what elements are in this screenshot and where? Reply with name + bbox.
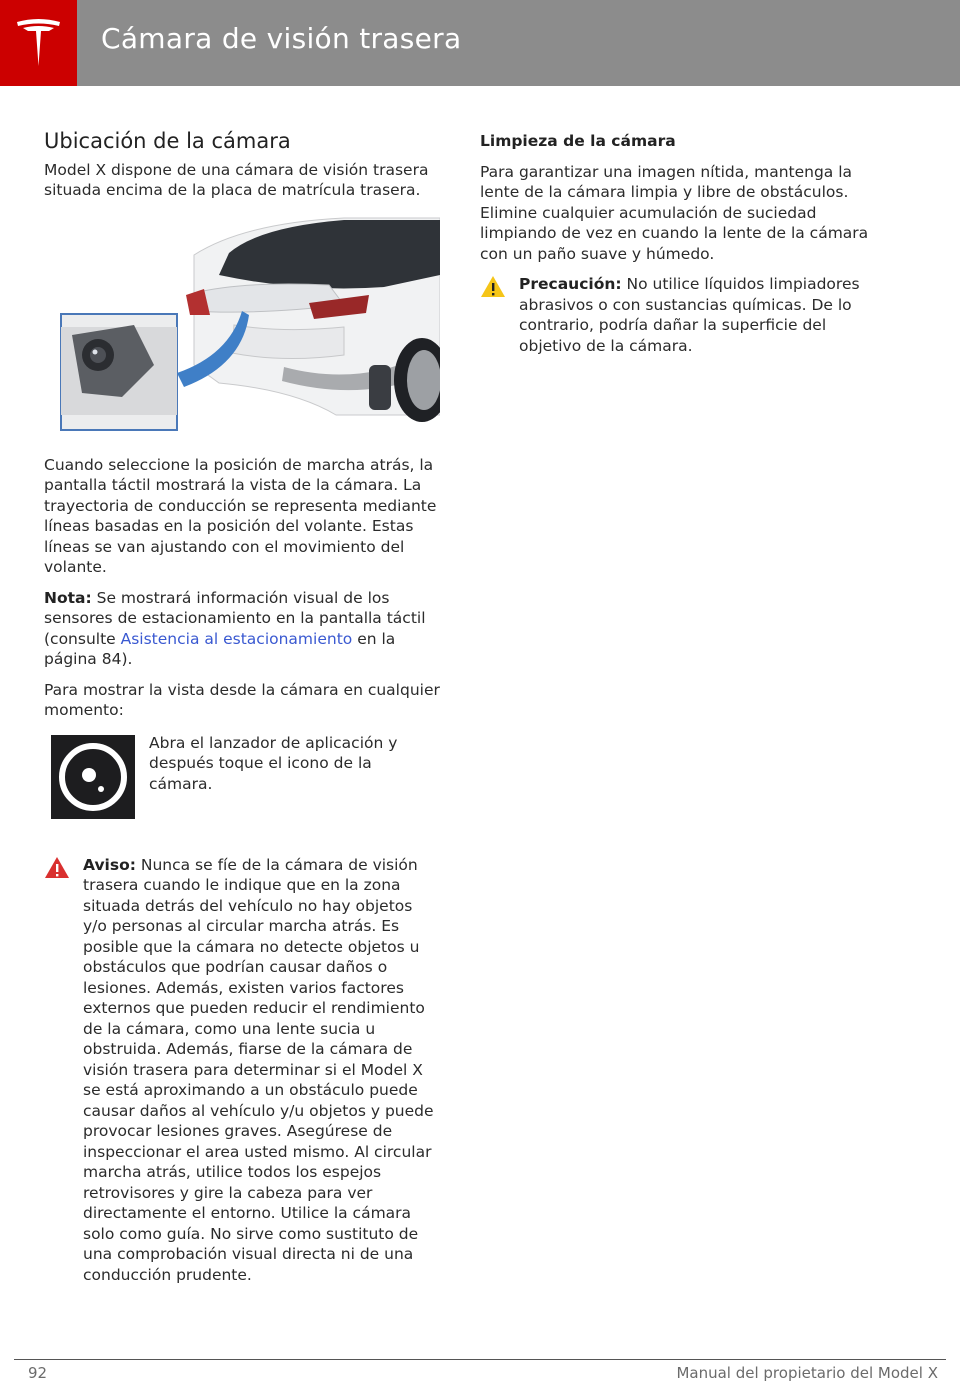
left-column: [44, 131, 440, 1285]
camera-app-icon: [51, 735, 135, 819]
camera-app-instruction: [44, 733, 440, 845]
warning-text: Nunca se fíe de la cámara de visión trasera cuando le indique que en la zona situada detrás del vehículo no hay objetos y/o personas al circular marcha atrás. Es posible que la cámara no detecte objetos u obstáculos que podrían causar daños o lesiones. Además, existen varios factores externos que pueden reducir el rendimiento de la cámara, como una lente sucia u obstruida. Además, fiarse de la cámara de visión trasera para determinar si el Model X se está aproximando a un obstáculo puede causar daños al vehículo y/u objetos y puede provocar lesiones graves. Asegúrese de inspeccionar el area usted mismo. Al circular marcha atrás, utilice todos los espejos retrovisores y gire la cabeza para ver directamente el entorno. Utilice la cámara solo como guía. No sirve como sustituto de una comprobación visual directa ni de una conducción prudente.: [83, 855, 434, 1284]
show-camera-paragraph: Para mostrar la vista desde la cámara en cualquier momento:: [44, 680, 440, 719]
note-text-end: en la página 84).: [44, 629, 396, 668]
rear-camera-illustration: [44, 215, 440, 433]
note-label: Nota:: [44, 588, 92, 607]
note-text-start: Se mostrará información visual de los sensores de estacionamiento en la pantalla táctil (consulte: [44, 588, 426, 648]
section-heading-camera-location: Ubicación de la cámara: [44, 129, 291, 153]
caution-label: Precaución:: [519, 275, 622, 293]
camera-app-instruction-text: Abra el lanzador de aplicación y después toque el icono de la cámara.: [149, 733, 398, 793]
intro-paragraph: Model X dispone de una cámara de visión trasera situada encima de la placa de matrícula trasera.: [44, 160, 429, 199]
reverse-gear-paragraph: Cuando seleccione la posición de marcha atrás, la pantalla táctil mostrará la vista de la cámara. La trayectoria de conducción se representa mediante líneas basadas en la posición del volante. Estas líneas se van ajustando con el movimiento del volante.: [44, 455, 437, 576]
warning-icon: [44, 856, 70, 879]
caution-box: [480, 274, 872, 356]
warning-box: [44, 855, 440, 1286]
tesla-logo-icon: [16, 18, 61, 68]
caution-icon: [480, 275, 506, 298]
warning-label: Aviso:: [83, 855, 136, 874]
parking-assist-link[interactable]: Asistencia al estacionamiento: [120, 629, 353, 648]
car-rear-image: [44, 215, 440, 433]
manual-title: Manual del propietario del Model X: [676, 1364, 938, 1382]
page-title: Cámara de visión trasera: [101, 22, 462, 55]
page-number: 92: [28, 1364, 48, 1382]
footer-divider: [14, 1359, 946, 1360]
caution-text: No utilice líquidos limpiadores abrasivos o con sustancias químicas. De lo contrario, podría dañar la superficie del objetivo de la cámara.: [519, 275, 860, 355]
page-header: [0, 0, 960, 86]
note-paragraph: [44, 588, 440, 670]
section-heading-camera-cleaning: Limpieza de la cámara: [480, 132, 676, 150]
cleaning-paragraph: Para garantizar una imagen nítida, mantenga la lente de la cámara limpia y libre de obstáculos. Elimine cualquier acumulación de suciedad limpiando de vez en cuando la lente de la cámara con un paño suave y húmedo.: [480, 162, 869, 263]
right-column: [480, 131, 872, 356]
tesla-logo: [0, 0, 77, 86]
